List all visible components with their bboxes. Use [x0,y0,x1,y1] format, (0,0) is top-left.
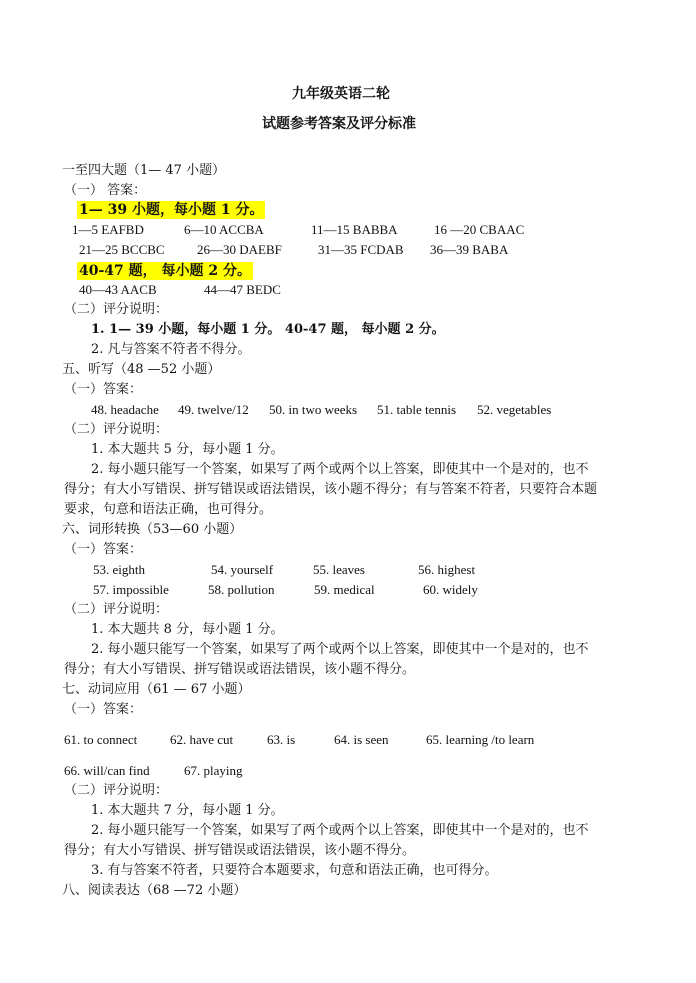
answer-item: 55. leaves [313,562,365,577]
section-6-rule-1: 1. 本大题共 8 分，每小题 1 分。 [91,622,284,637]
answer-item: 60. widely [423,582,478,597]
answer-group: 36—39 BABA [430,242,509,257]
section-7-rule-3: 3. 有与答案不符者，只要符合本题要求，句意和语法正确，也可得分。 [91,863,498,878]
answer-item: 65. learning /to learn [426,732,535,747]
answer-item: 48. headache [91,402,159,417]
section-6-heading: 六、词形转换（53—60 小题） [62,522,243,537]
section-7-heading: 七、动词应用（61 — 67 小题） [62,682,251,697]
answer-group: 6—10 ACCBA [184,222,264,237]
answer-item: 62. have cut [170,732,234,747]
answer-group: 16 —20 CBAAC [434,222,525,237]
answer-group: 1—5 EAFBD [72,222,144,237]
answer-group: 31—35 FCDAB [318,242,404,257]
answer-item: 67. playing [184,763,243,778]
answer-item: 61. to connect [64,732,138,747]
section-5-rule-2-cont: 得分；有大小写错误、拼写错误或语法错误，该小题不得分；有与答案不符者，只要符合本题 [64,482,598,497]
section-5-rule-2: 2. 每小题只能写一个答案，如果写了两个或两个以上答案，即使其中一个是对的，也不 [91,462,589,477]
doc-subtitle: 试题参考答案及评分标准 [262,116,416,132]
answer-item: 57. impossible [93,582,169,597]
section-7-answer-label: （一）答案： [64,702,143,717]
section-5-rule-1: 1. 本大题共 5 分，每小题 1 分。 [91,442,284,457]
section-5-rules-label: （二）评分说明： [64,422,169,437]
answer-group: 11—15 BABBA [311,222,398,237]
answer-item: 56. highest [418,562,476,577]
section-1-rules-label: （二）评分说明： [64,302,169,317]
answer-group: 40—43 AACB [79,282,157,297]
answer-item: 54. yourself [211,562,274,577]
answer-item: 51. table tennis [377,402,457,417]
section-1-answer-label: （一） 答案： [64,183,147,198]
doc-title: 九年级英语二轮 [292,86,390,102]
answer-item: 53. eighth [93,562,145,577]
section-6-rules-label: （二）评分说明： [64,602,169,617]
answer-group: 44—47 BEDC [204,282,281,297]
section-5-answer-label: （一）答案： [64,382,143,397]
section-1-heading: 一至四大题（1— 47 小题） [62,163,226,178]
answer-group: 26—30 DAEBF [197,242,282,257]
section-1-highlight-1: 1— 39 小题，每小题 1 分。 [79,202,264,218]
section-5-heading: 五、听写（48 —52 小题） [62,362,221,377]
answer-item: 58. pollution [208,582,275,597]
section-1-highlight-2: 40-47 题， 每小题 2 分。 [79,263,252,279]
answer-item: 52. vegetables [477,402,552,417]
section-6-answer-label: （一）答案： [64,542,143,557]
answer-item: 63. is [267,732,296,747]
section-1-rule-2: 2. 凡与答案不符者不得分。 [91,342,251,357]
answer-item: 66. will/can find [64,763,150,778]
section-7-rule-2-cont: 得分；有大小写错误、拼写错误或语法错误，该小题不得分。 [64,843,416,858]
section-6-rule-2: 2. 每小题只能写一个答案，如果写了两个或两个以上答案，即使其中一个是对的，也不 [91,642,589,657]
section-8-heading: 八、阅读表达（68 —72 小题） [62,883,247,898]
section-7-rule-1: 1. 本大题共 7 分，每小题 1 分。 [91,803,284,818]
answer-item: 64. is seen [334,732,389,747]
section-6-rule-2-cont: 得分；有大小写错误、拼写错误或语法错误，该小题不得分。 [64,662,416,677]
section-1-rule-1: 1. 1— 39 小题，每小题 1 分。 40-47 题， 每小题 2 分。 [91,322,445,337]
section-7-rules-label: （二）评分说明： [64,783,169,798]
section-7-rule-2: 2. 每小题只能写一个答案，如果写了两个或两个以上答案，即使其中一个是对的，也不 [91,823,589,838]
answer-group: 21—25 BCCBC [79,242,165,257]
section-5-rule-2-cont: 要求，句意和语法正确，也可得分。 [64,502,273,517]
answer-item: 50. in two weeks [269,402,358,417]
answer-item: 59. medical [314,582,375,597]
answer-item: 49. twelve/12 [178,402,249,417]
